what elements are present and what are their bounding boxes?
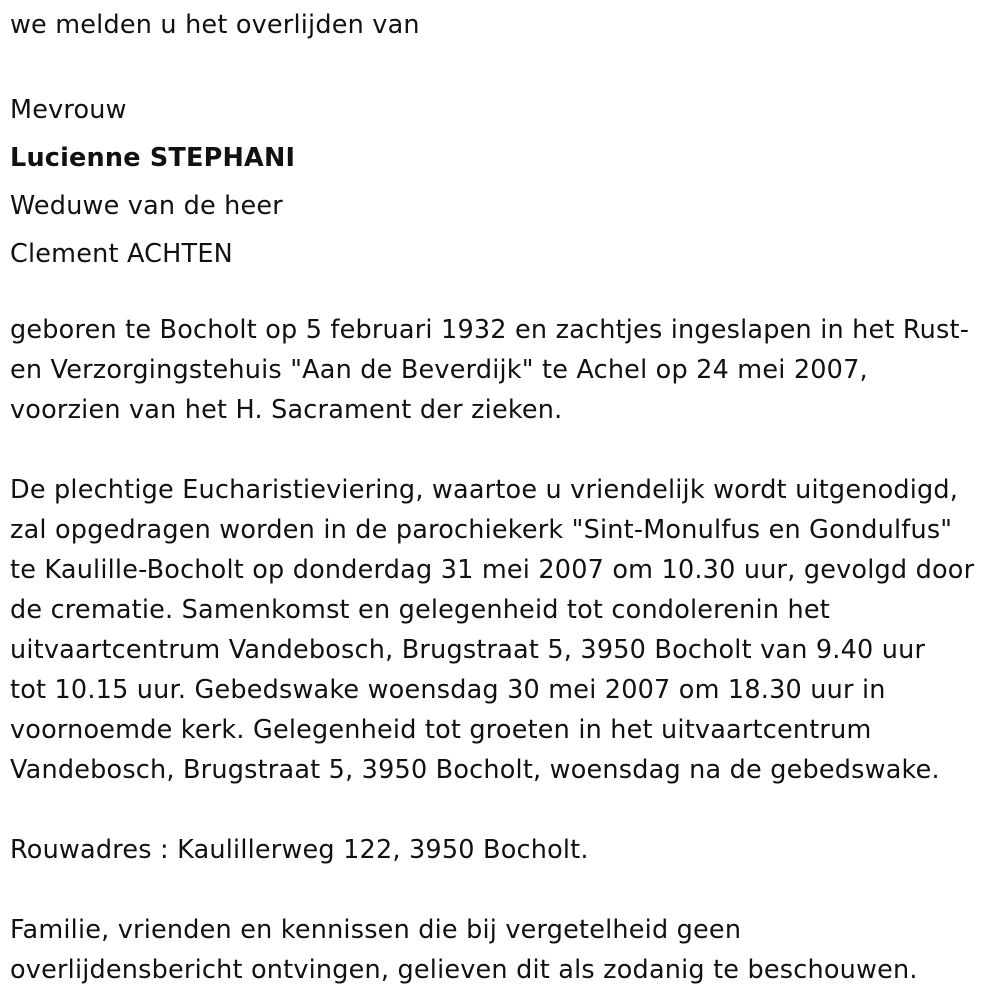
paragraph-line: Familie, vrienden en kennissen die bij vergetelheid geen <box>10 915 742 945</box>
paragraph-line: uitvaartcentrum Vandebosch, Brugstraat 5, 3950 Bocholt van 9.40 uur <box>10 635 926 665</box>
mourning-address: Rouwadres : Kaulillerweg 122, 3950 Bocholt. <box>10 835 589 865</box>
intro-text: we melden u het overlijden van <box>10 10 420 40</box>
paragraph-line: geboren te Bocholt op 5 februari 1932 en zachtjes ingeslapen in het Rust- <box>10 315 970 345</box>
widow-of-label: Weduwe van de heer <box>10 191 283 221</box>
paragraph-line: en Verzorgingstehuis "Aan de Beverdijk" te Achel op 24 mei 2007, <box>10 355 868 385</box>
paragraph-line: voorzien van het H. Sacrament der zieken. <box>10 395 563 425</box>
honorific-title: Mevrouw <box>10 95 127 125</box>
paragraph-line: de crematie. Samenkomst en gelegenheid tot condolerenin het <box>10 595 830 625</box>
deceased-name: Lucienne STEPHANI <box>10 143 296 173</box>
paragraph-line: voornoemde kerk. Gelegenheid tot groeten in het uitvaartcentrum <box>10 715 872 745</box>
family-paragraph <box>10 910 918 990</box>
paragraph-line: overlijdensbericht ontvingen, gelieven dit als zodanig te beschouwen. <box>10 955 918 985</box>
ceremony-paragraph <box>10 470 974 790</box>
paragraph-line: te Kaulille-Bocholt op donderdag 31 mei 2007 om 10.30 uur, gevolgd door <box>10 555 975 585</box>
spouse-name: Clement ACHTEN <box>10 239 233 269</box>
paragraph-line: De plechtige Eucharistieviering, waartoe u vriendelijk wordt uitgenodigd, <box>10 475 959 505</box>
paragraph-line: Vandebosch, Brugstraat 5, 3950 Bocholt, woensdag na de gebedswake. <box>10 755 940 785</box>
paragraph-line: tot 10.15 uur. Gebedswake woensdag 30 mei 2007 om 18.30 uur in <box>10 675 886 705</box>
address-paragraph <box>10 830 589 870</box>
paragraph-line: zal opgedragen worden in de parochiekerk "Sint-Monulfus en Gondulfus" <box>10 515 953 545</box>
birth-paragraph <box>10 310 969 430</box>
